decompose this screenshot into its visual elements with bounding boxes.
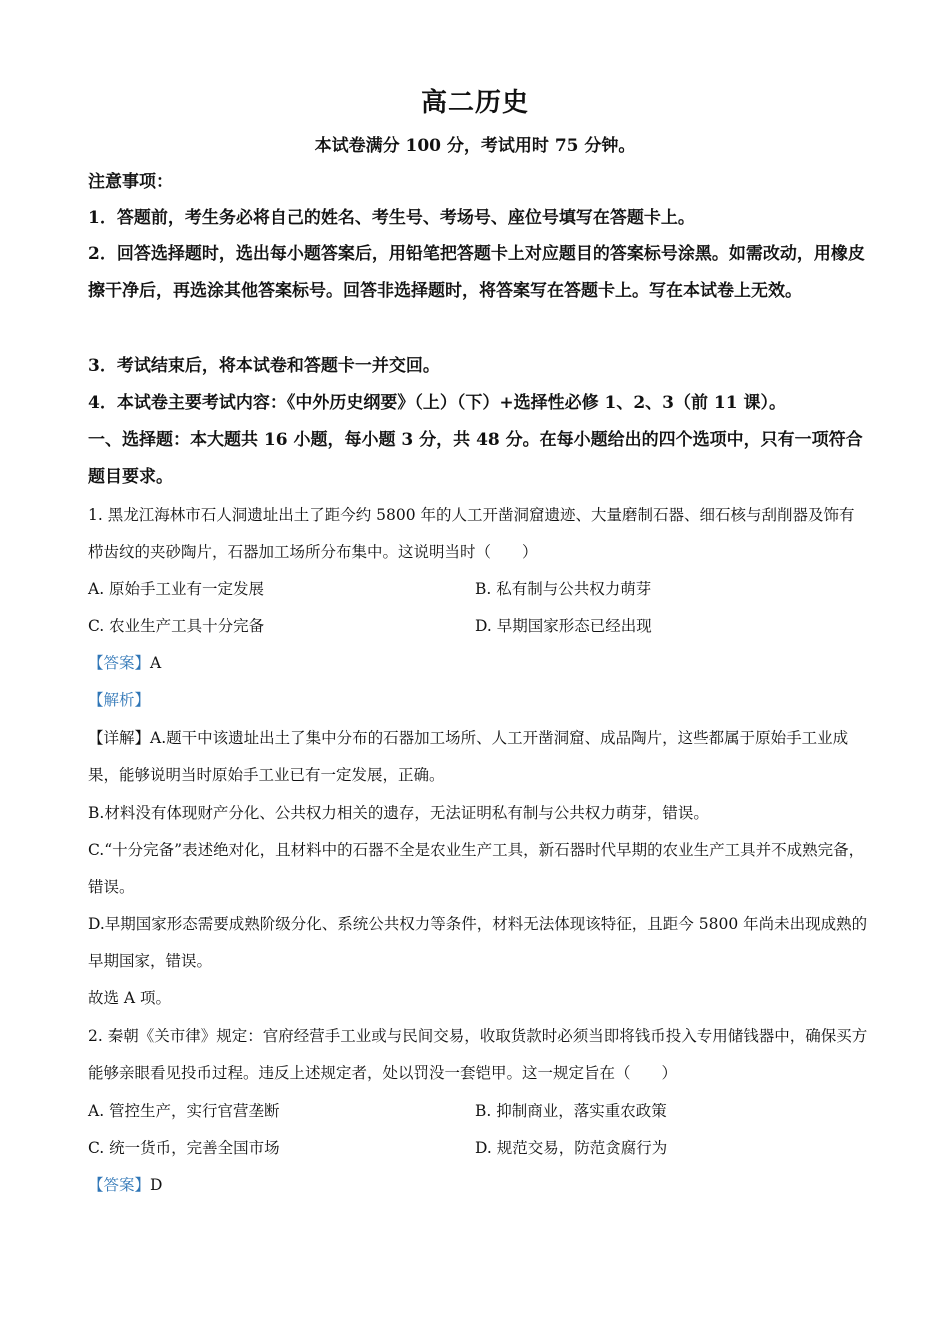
q1-answer [88,645,161,682]
section-heading: 一、选择题：本大题共 16 小题，每小题 3 分，共 48 分。在每小题给出的四个选项中，只有一项符合题目要求。 [88,430,863,487]
q1-detail-c: C.“十分完备”表述绝对化，且材料中的石器不全是农业生产工具，新石器时代早期的农业生产工具并不成熟完备，错误。 [88,841,865,896]
notice-heading: 注意事项： [88,172,173,192]
exam-info: 本试卷满分 100 分，考试用时 75 分钟。 [314,136,636,156]
question-1-stem: 1. 黑龙江海林市石人洞遗址出土了距今约 5800 年的人工开凿洞窟遗迹、大量磨制石器、细石核与刮削器及饰有栉齿纹的夹砂陶片，石器加工场所分布集中。这说明当时（ ） [88,506,855,561]
q2-option-d: D. 规范交易，防范贪腐行为 [475,1139,668,1157]
q2-option-a: A. 管控生产，实行官营垄断 [88,1102,280,1120]
q2-option-c: C. 统一货币，完善全国市场 [88,1139,280,1157]
q2-answer [88,1167,162,1204]
q1-detail-d: D.早期国家形态需要成熟阶级分化、系统公共权力等条件，材料无法体现该特征，且距今 5800 年尚未出现成熟的早期国家，错误。 [88,915,868,970]
answer-tag: 【答案】 [88,654,151,672]
q1-conclusion: 故选 A 项。 [88,989,172,1007]
answer-value: D [150,1176,163,1194]
notice-item-2: 2．回答选择题时，选出每小题答案后，用铅笔把答题卡上对应题目的答案标号涂黑。如需改动，用橡皮擦干净后，再选涂其他答案标号。回答非选择题时，将答案写在答题卡上。写在本试卷上无效。 [88,244,865,301]
analysis-tag: 【解析】 [88,691,151,709]
answer-tag: 【答案】 [88,1176,151,1194]
q1-option-d: D. 早期国家形态已经出现 [475,617,652,635]
answer-value: A [150,654,162,672]
notice-item-4: 4．本试卷主要考试内容：《中外历史纲要》（上）（下）+选择性必修 1、2、3（前 11 课）。 [88,393,786,413]
q1-option-b: B. 私有制与公共权力萌芽 [475,580,652,598]
notice-item-1: 1．答题前，考生务必将自己的姓名、考生号、考场号、座位号填写在答题卡上。 [88,208,695,228]
q1-option-a: A. 原始手工业有一定发展 [88,580,265,598]
q1-option-c: C. 农业生产工具十分完备 [88,617,265,635]
notice-item-3: 3．考试结束后，将本试卷和答题卡一并交回。 [88,356,440,376]
page-title: 高二历史 [420,88,529,118]
q2-option-b: B. 抑制商业，落实重农政策 [475,1102,667,1120]
question-2-stem: 2. 秦朝《关市律》规定：官府经营手工业或与民间交易，收取货款时必须当即将钱币投入专用储钱器中，确保买方能够亲眼看见投币过程。违反上述规定者，处以罚没一套铠甲。这一规定旨在（ ） [88,1027,868,1082]
q1-detail-b: B.材料没有体现财产分化、公共权力相关的遗存，无法证明私有制与公共权力萌芽，错误。 [88,804,709,822]
detail-tag: 【详解】 [88,729,151,747]
q1-analysis [88,682,150,719]
detail-a-text: A.题干中该遗址出土了集中分布的石器加工场所、人工开凿洞窟、成品陶片，这些都属于原始手工业成果，能够说明当时原始手工业已有一定发展，正确。 [88,729,849,784]
q1-detail-a [88,720,868,794]
